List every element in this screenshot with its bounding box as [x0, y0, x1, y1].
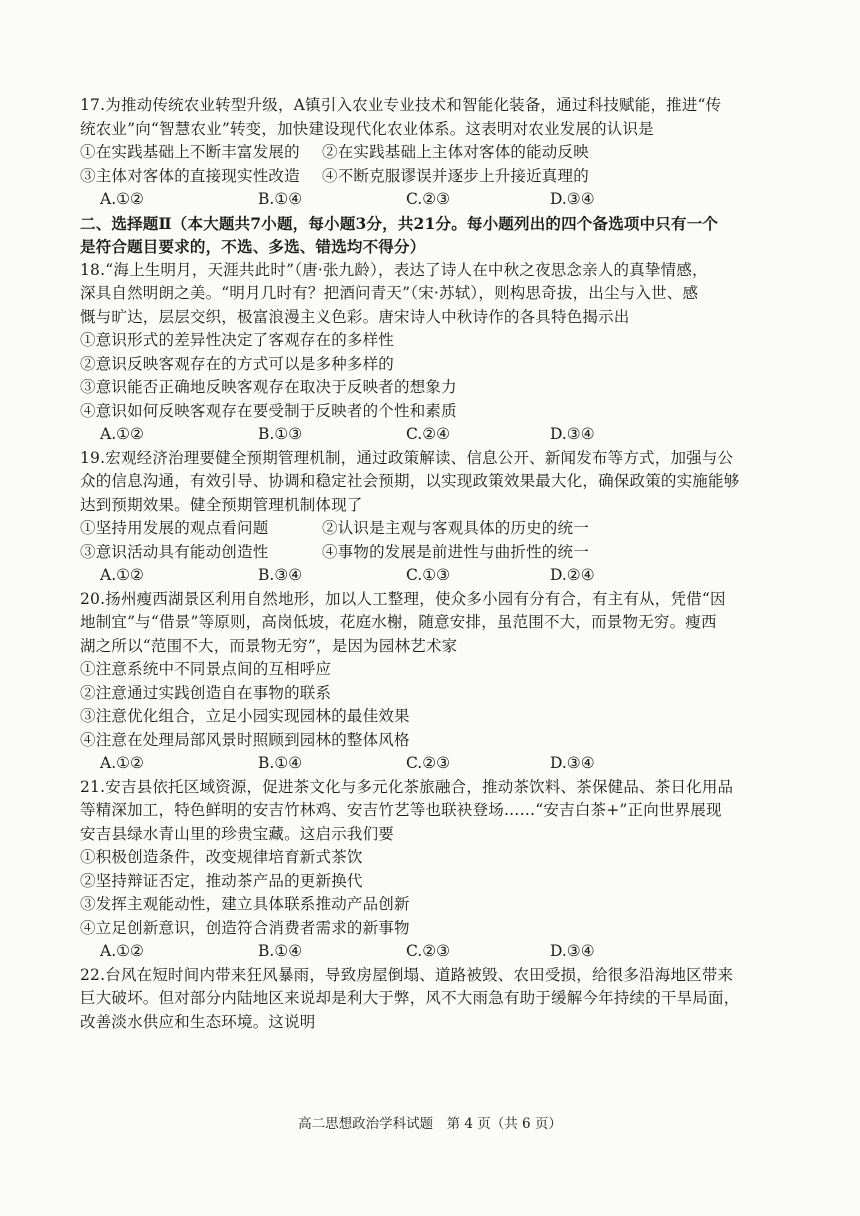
question-19-statement-1: ①坚持用发展的观点看问题	[80, 519, 269, 537]
question-19-statements-row-1	[80, 517, 780, 541]
question-21-statement-1: ①积极创造条件，改变规律培育新式茶饮	[80, 848, 363, 866]
choice-a: A.①②	[100, 942, 144, 960]
question-17-stem-line-2: 统农业”向“智慧农业”转变，加快建设现代化农业体系。这表明对农业发展的认识是	[80, 119, 654, 138]
question-20-statement-2: ②注意通过实践创造自在事物的联系	[80, 683, 332, 702]
choice-c: C.②③	[406, 942, 451, 960]
choice-a: A.①②	[100, 566, 144, 584]
page-footer: 高二思想政治学科试题 第 4 页（共 6 页）	[298, 1116, 562, 1132]
question-22	[80, 964, 780, 1035]
question-20-stem-line-3: 湖之所以“范围不大，而景物无穷”，是因为园林艺术家	[80, 636, 458, 655]
question-18-statement-1: ①意识形式的差异性决定了客观存在的多样性	[80, 331, 395, 349]
question-17-choices	[80, 188, 780, 212]
choice-d: D.③④	[550, 754, 595, 772]
choice-b: B.①④	[258, 754, 303, 772]
question-22-stem-line-2: 巨大破坏。但对部分内陆地区来说却是利大于弊，风不大雨急有助于缓解今年持续的干旱局面，	[80, 989, 740, 1007]
choice-d: D.③④	[550, 190, 595, 208]
question-18-stem-line-2: 深具自然明朗之美。“明月几时有？把酒问青天”（宋·苏轼），则构思奇拔，出尘与入世、感	[80, 284, 699, 302]
question-19-stem-line-1: 19.宏观经济治理要健全预期管理机制，通过政策解读、信息公开、新闻发布等方式，加强与公	[80, 448, 734, 467]
section-2-heading-line-1: 二、选择题Ⅱ（本大题共7小题，每小题3分，共21分。每小题列出的四个备选项中只有一个	[80, 213, 719, 233]
choice-d: D.③④	[550, 425, 595, 443]
choice-c: C.②④	[406, 425, 451, 443]
question-22-stem-line-1: 22.台风在短时间内带来狂风暴雨，导致房屋倒塌、道路被毁、农田受损，给很多沿海地区带来	[80, 965, 734, 984]
question-20-statement-1: ①注意系统中不同景点间的互相呼应	[80, 660, 332, 678]
question-19-stem-line-3: 达到预期效果。健全预期管理机制体现了	[80, 495, 363, 514]
question-21-statement-4: ④立足创新意识，创造符合消费者需求的新事物	[80, 918, 410, 937]
question-19-choices	[80, 564, 780, 588]
choice-b: B.③④	[258, 566, 303, 584]
choice-d: D.②④	[550, 566, 595, 584]
question-21-choices	[80, 940, 780, 964]
question-17-statements-row-2	[80, 165, 780, 189]
section-2-heading	[80, 212, 780, 259]
question-21-statement-2: ②坚持辩证否定，推动茶产品的更新换代	[80, 871, 363, 890]
page-content	[80, 94, 780, 1034]
question-21	[80, 776, 780, 964]
question-19-statements-row-2	[80, 541, 780, 565]
question-21-stem-line-2: 等精深加工，特色鲜明的安吉竹林鸡、安吉竹艺等也联袂登场……“安吉白茶+”正向世界展现	[80, 801, 722, 819]
question-21-stem-line-3: 安吉县绿水青山里的珍贵宝藏。这启示我们要	[80, 824, 395, 843]
question-18-choices	[80, 423, 780, 447]
choice-c: C.②③	[406, 754, 451, 772]
question-17-statement-3: ③主体对客体的直接现实性改造	[80, 166, 300, 185]
choice-b: B.①④	[258, 190, 303, 208]
question-20-stem-line-1: 20.扬州瘦西湖景区利用自然地形，加以人工整理，使众多小园有分有合，有主有从，凭借“因	[80, 589, 726, 608]
choice-a: A.①②	[100, 425, 144, 443]
question-19-statement-2: ②认识是主观与客观具体的历史的统一	[322, 519, 589, 537]
question-20-stem-line-2: 地制宜”与“借景”等原则，高岗低坡，花庭水榭，随意安排，虽范围不大，而景物无穷。瘦西	[80, 613, 717, 631]
question-17-stem-line-1: 17.为推动传统农业转型升级，A镇引入农业专业技术和智能化装备，通过科技赋能，推进“传	[80, 96, 722, 114]
question-17-statement-4: ④不断克服谬误并逐步上升接近真理的	[322, 166, 589, 185]
question-18-stem-line-1: 18.“海上生明月，天涯共此时”（唐·张九龄），表达了诗人在中秋之夜思念亲人的真挚情感，	[80, 260, 708, 279]
question-17	[80, 94, 780, 212]
question-20-statement-3: ③注意优化组合，立足小园实现园林的最佳效果	[80, 707, 410, 725]
question-18-statement-4: ④意识如何反映客观存在要受制于反映者的个性和素质	[80, 401, 457, 420]
question-21-statement-3: ③发挥主观能动性，建立具体联系推动产品创新	[80, 895, 410, 913]
choice-c: C.②③	[406, 190, 451, 208]
question-19-statement-3: ③意识活动具有能动创造性	[80, 542, 269, 561]
question-20-choices	[80, 752, 780, 776]
question-18	[80, 259, 780, 447]
question-21-stem-line-1: 21.安吉县依托区域资源，促进茶文化与多元化茶旅融合，推动茶饮料、茶保健品、茶日化用品	[80, 777, 734, 796]
question-19-stem-line-2: 众的信息沟通，有效引导、协调和稳定社会预期，以实现政策效果最大化，确保政策的实施能够	[80, 472, 740, 490]
choice-a: A.①②	[100, 754, 144, 772]
question-19-statement-4: ④事物的发展是前进性与曲折性的统一	[322, 542, 589, 561]
choice-b: B.①③	[258, 425, 303, 443]
question-20	[80, 588, 780, 776]
question-18-statement-2: ②意识反映客观存在的方式可以是多种多样的	[80, 354, 395, 373]
question-18-stem-line-3: 慨与旷达，层层交织，极富浪漫主义色彩。唐宋诗人中秋诗作的各具特色揭示出	[80, 307, 630, 326]
question-17-statement-2: ②在实践基础上主体对客体的能动反映	[322, 143, 589, 161]
choice-b: B.①④	[258, 942, 303, 960]
choice-c: C.①③	[406, 566, 451, 584]
question-17-statement-1: ①在实践基础上不断丰富发展的	[80, 143, 300, 161]
question-20-statement-4: ④注意在处理局部风景时照顾到园林的整体风格	[80, 730, 410, 749]
section-2-heading-line-2: 是符合题目要求的，不选、多选、错选均不得分）	[80, 237, 426, 256]
question-19	[80, 447, 780, 588]
question-17-statements-row-1	[80, 141, 780, 165]
choice-a: A.①②	[100, 190, 144, 208]
question-22-stem-line-3: 改善淡水供应和生态环境。这说明	[80, 1012, 316, 1031]
question-18-statement-3: ③意识能否正确地反映客观存在取决于反映者的想象力	[80, 378, 457, 396]
choice-d: D.③④	[550, 942, 595, 960]
